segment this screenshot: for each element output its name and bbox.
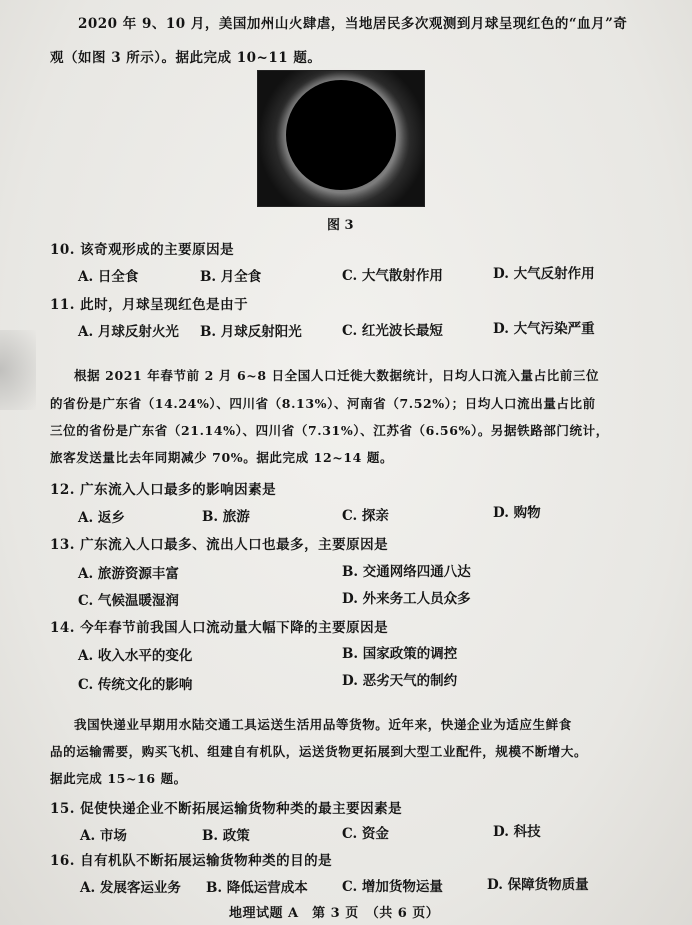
intro-line: 三位的省份是广东省（21.14%）、四川省（7.31%）、江苏省（6.56%）。另据铁路部门统计， bbox=[50, 423, 609, 438]
intro-line: 我国快递业早期用水陆交通工具运送生活用品等货物。近年来，快递企业为适应生鲜食 bbox=[74, 717, 572, 732]
option-b: B. 降低运营成本 bbox=[206, 880, 308, 896]
question-stem: 16. 自有机队不断拓展运输货物种类的目的是 bbox=[50, 853, 333, 869]
option-c: C. 探亲 bbox=[342, 508, 389, 524]
option-a: A. 发展客运业务 bbox=[80, 880, 181, 896]
option-b: B. 政策 bbox=[202, 828, 250, 844]
intro-line: 根据 2021 年春节前 2 月 6~8 日全国人口迁徙大数据统计，日均人口流入量占比前三位 bbox=[74, 368, 600, 383]
option-d: D. 科技 bbox=[493, 824, 541, 840]
option-d: D. 外来务工人员众多 bbox=[342, 591, 471, 607]
intro-line: 2020 年 9、10 月，美国加州山火肆虐，当地居民多次观测到月球呈现红色的“血月”奇 bbox=[78, 16, 628, 32]
option-c: C. 增加货物运量 bbox=[342, 879, 443, 895]
option-a: A. 月球反射火光 bbox=[78, 324, 179, 340]
option-b: B. 旅游 bbox=[202, 509, 250, 525]
page-footer: 地理试题 A 第 3 页 （共 6 页） bbox=[229, 906, 440, 921]
question-stem: 10. 该奇观形成的主要原因是 bbox=[50, 242, 235, 258]
intro-line: 的省份是广东省（14.24%）、四川省（8.13%）、河南省（7.52%）；日均人口流出量占比前 bbox=[50, 396, 596, 411]
option-b: B. 月全食 bbox=[200, 269, 262, 285]
option-c: C. 大气散射作用 bbox=[342, 268, 443, 284]
option-b: B. 月球反射阳光 bbox=[200, 324, 302, 340]
option-a: A. 日全食 bbox=[78, 269, 139, 285]
question-stem: 13. 广东流入人口最多、流出人口也最多，主要原因是 bbox=[50, 537, 389, 553]
option-a: A. 收入水平的变化 bbox=[78, 648, 193, 664]
option-c: C. 资金 bbox=[342, 826, 389, 842]
intro-line: 观（如图 3 所示）。据此完成 10~11 题。 bbox=[50, 50, 322, 66]
option-a: A. 市场 bbox=[80, 828, 127, 844]
moon-disc bbox=[286, 80, 396, 190]
question-stem: 12. 广东流入人口最多的影响因素是 bbox=[50, 482, 277, 498]
blood-moon-photo bbox=[257, 70, 425, 207]
option-b: B. 交通网络四通八达 bbox=[342, 564, 471, 580]
option-c: C. 红光波长最短 bbox=[342, 323, 443, 339]
option-d: D. 保障货物质量 bbox=[487, 877, 589, 893]
figure-caption: 图 3 bbox=[327, 218, 354, 233]
scan-shadow bbox=[0, 330, 36, 410]
question-stem: 14. 今年春节前我国人口流动量大幅下降的主要原因是 bbox=[50, 620, 389, 636]
option-b: B. 国家政策的调控 bbox=[342, 646, 458, 662]
intro-line: 据此完成 15~16 题。 bbox=[50, 771, 187, 786]
option-d: D. 恶劣天气的制约 bbox=[342, 673, 458, 689]
option-c: C. 气候温暖湿润 bbox=[78, 593, 179, 609]
intro-line: 品的运输需要，购买飞机、组建自有机队，运送货物更拓展到大型工业配件，规模不断增大。 bbox=[50, 744, 588, 759]
option-a: A. 旅游资源丰富 bbox=[78, 566, 179, 582]
option-d: D. 大气反射作用 bbox=[493, 266, 595, 282]
question-stem: 11. 此时，月球呈现红色是由于 bbox=[50, 297, 249, 313]
intro-line: 旅客发送量比去年同期减少 70%。据此完成 12~14 题。 bbox=[50, 450, 394, 465]
question-stem: 15. 促使快递企业不断拓展运输货物种类的最主要因素是 bbox=[50, 801, 403, 817]
option-a: A. 返乡 bbox=[78, 510, 125, 526]
option-d: D. 购物 bbox=[493, 505, 541, 521]
option-c: C. 传统文化的影响 bbox=[78, 677, 193, 693]
option-d: D. 大气污染严重 bbox=[493, 321, 595, 337]
